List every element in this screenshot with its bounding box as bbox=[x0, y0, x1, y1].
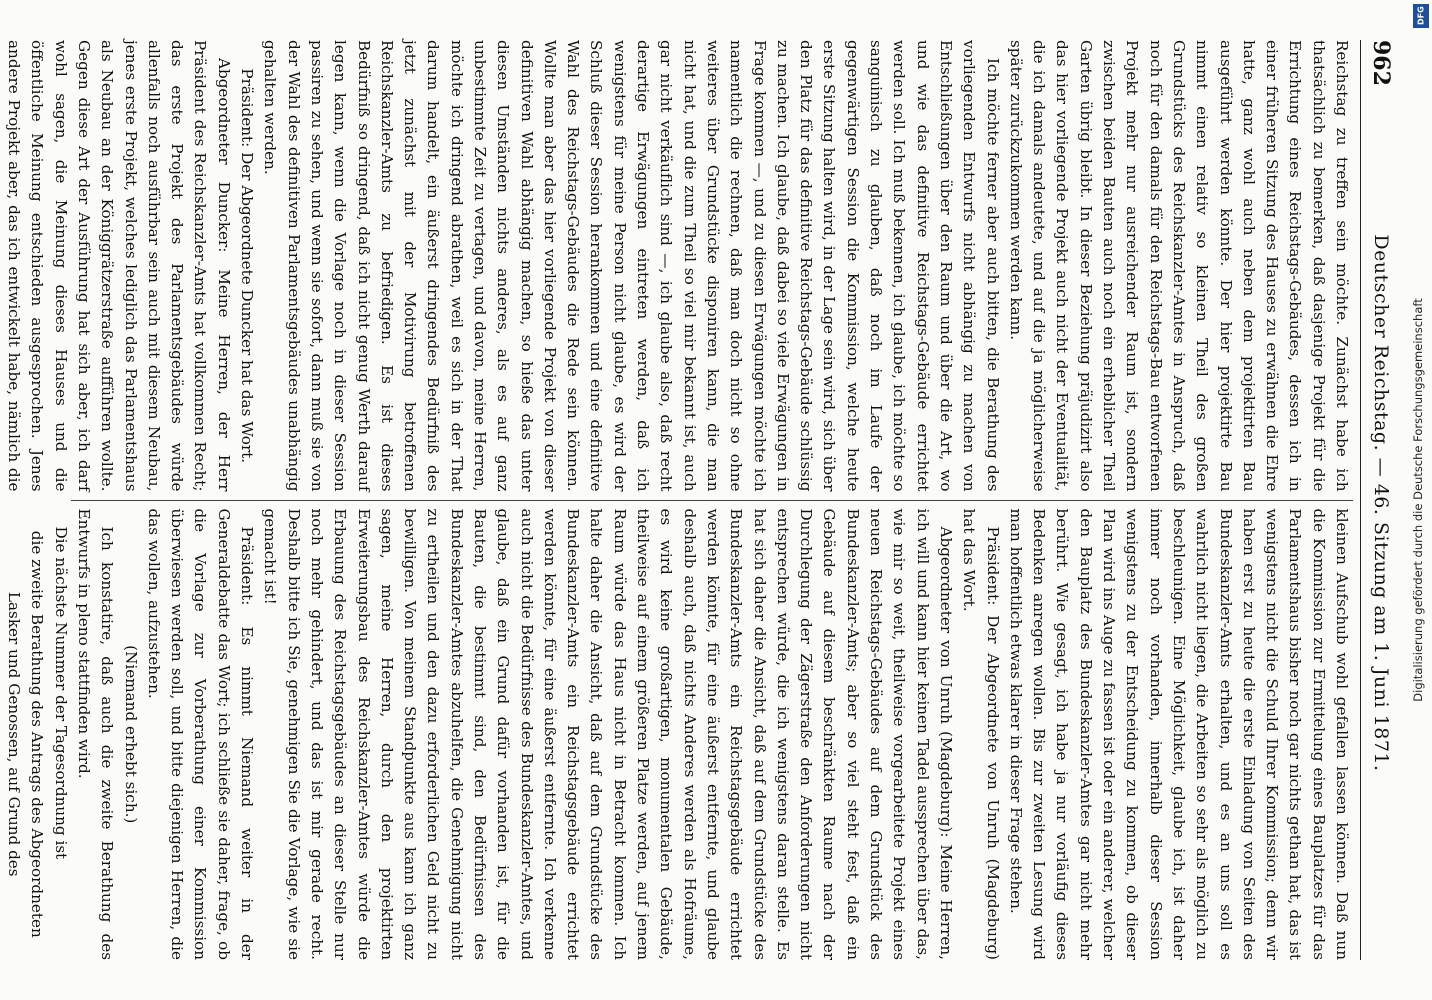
speech-paragraph: Abgeordneter Duncker: Meine Herren, der Herr Präsident des Reichskanzler-Amts hat vollkommen Recht; das erste Projekt des Parlamentsgebäudes würde allenfalls noch ausführbar sein auch mit diesem Neubau, jenes erste Projekt, welches lediglich das Parlamentshaus als Neubau an der Königgrätzerstraße aufführen wollte. Gegen diese Art der Ausführung hat sich aber, ich darf wohl sagen, die Meinung dieses Hauses und die öffentliche Meinung entschieden ausgesprochen. Jenes andere Projekt aber, das ich entwickelt habe, nämlich die bbox=[5, 40, 233, 492]
right-column bbox=[5, 501, 1353, 961]
text-columns bbox=[5, 40, 1353, 960]
interjection: (Niemand erhebt sich.) bbox=[121, 645, 140, 824]
paragraph: Ich konstatire, daß auch die zweite Berathung des Entwurfs in pleno stattfinden wird. bbox=[74, 508, 117, 960]
page-number: 962 bbox=[1368, 40, 1394, 86]
speech-paragraph: Abgeordneter von Unruh (Magdeburg): Meine Herren, ich will und kann hier keinen Tadel aussprechen über das, wie mir so weit, theilweise vorgearbeitete Projekt eines neuen Reichstags-Gebäudes auf dem Grundstück des Bundeskanzler-Amts; aber so viel steht fest, daß ein Gebäude auf diesem beschränkten Raume nach der Durchlegung der Zägerstraße den Anforderungen nicht entsprechen würde, die ich wenigstens daran stelle. Es hat sich daher die Ansicht, daß auf dem Grundstücke des Bundeskanzler-Amts ein Reichstagsgebäude errichtet werden könnte, für eine äußerst entfernte, und glaube deshalb auch, daß nichts Anderes werden als Hofräume, es wird keine großartigen, monumentalen Gebäude, theilweise auf einem größeren Platze werden, auf jenem Raum würde das Haus nicht in Betracht kommen. Ich halte daher die Ansicht, daß auf dem Grundstücke des Bundeskanzler-Amts ein Reichstagsgebäude errichtet werden könnte, für eine äußerst entfernte. Ich verkenne auch nicht die Bedürfnisse des Bundeskanzler-Amtes, und glaube, daß ein Grund dafür vorhanden ist, für die Bauten, die bestimmt sind, den Bedürfnissen des Bundeskanzler-Amtes abzuhelfen, die Genehmigung nicht zu ertheilen und den dazu erforderlichen Geld nicht zu bewilligen. Von meinem Standpunkte aus kann ich ganz sagen, meine Herren, durch den projektirten Erweiterungsbau des Reichskanzler-Amtes würde die Erbauung des Reichstagsgebäudes an dieser Stelle nur noch mehr gehindert, und das ist mir gerade recht. Deshalb bitte ich Sie, genehmigen Sie die Vorlage, wie sie gemacht ist! bbox=[261, 508, 955, 960]
paragraph: Ich möchte ferner aber auch bitten, die Berathung des vorliegenden Entwurfs nicht abhängig zu machen von Entschließungen über den Raum und über die Art, wo und wie das definitive Reichstags-Gebäude errichtet werden soll. Ich muß bekennen, ich glaube, ich möchte so sanguinisch zu glauben, daß noch im Laufe der gegenwärtigen Session die Kommission, welche heute erste Sitzung halten wird, in der Lage sein wird, sich über den Platz für das definitive Reichstags-Gebäude schlüssig zu machen. Ich glaube, daß dabei so viele Erwägungen in Frage kommen —, und zu diesen Erwägungen möchte ich namentlich die rechnen, daß man doch nicht so ohne weiteres über Grundstücke disponiren kann, die man nicht hat, und die zum Theil so viel mir bekannt ist, auch gar nicht verkäuflich sind —, ich glaube also, daß recht derartige Erwägungen eintreten werden, daß ich wenigstens für meine Person nicht glaube, es wird der Schluß dieser Session herankommen und eine definitive Wahl des Reichstags-Gebäudes die Rede sein können. Wollte man aber das hier vorliegende Projekt von dieser definitiven Wahl abhängig machen, so hieße das unter diesen Umständen nichts anderes, als es auf ganz unbestimmte Zeit zu vertagen, und davon, meine Herren, möchte ich dringend abrathen, weil es sich in der That darum handelt, ein äußerst dringendes Bedürfniß des jetzt zunächst mit der Motivirung betroffenen Reichskanzler-Amts zu befriedigen. Es ist dieses Bedürfniß so dringend, daß ich nicht genug Werth darauf legen kann, wenn die Vorlage noch in dieser Session passiren zu sehen, und wenn sie sofort, dann muß sie von der Wahl des definitiven Parlamentsgebäudes unabhängig gehalten werden. bbox=[261, 40, 1002, 492]
paragraph: Die nächste Nummer der Tagesordnung ist bbox=[51, 526, 70, 860]
dfg-logo: DFG bbox=[1413, 4, 1429, 28]
speaker-paragraph: Präsident: Der Abgeordnete Duncker hat das Wort. bbox=[238, 68, 257, 464]
dfg-stamp bbox=[1410, 0, 1432, 1000]
page-title: Deutscher Reichstag. — 46. Sitzung am 1. Juni 1871. bbox=[1370, 234, 1392, 772]
paragraph: Reichstag zu treffen sein möchte. Zunächst habe ich thatsächlich zu bemerken, daß dasjenige Projekt für die Errichtung eines Reichstags-Gebäudes, dessen ich in einer früheren Sitzung des Hauses zu erwähnen die Ehre hatte, ganz wohl auch neben dem projektirten Bau ausgeführt werden könnte. Der hier projektirte Bau nimmt einen relativ so kleinen Theil des großen Grundstücks des Reichskanzler-Amtes in Anspruch, daß noch für den damals für den Reichstags-Bau entworfenen Projekt mehr nur ausreichender Raum ist, sondern zwischen beiden Bauten auch noch ein erheblicher Theil Garten übrig bleibt. In dieser Beziehung präjudizirt also das hier vorliegende Projekt auch nicht der Eventualität, die ich damals andeutete, und auf die ja möglicherweise später zurückzukommen werden kann. bbox=[1006, 40, 1351, 492]
speech-paragraph: Präsident: Es nimmt Niemand weiter in der Generaldebatte das Wort; ich schließe sie daher, frage, ob die Vorlage zur Vorberathung einer Kommission überwiesen werden soll, und bitte diejenigen Herren, die das wollen, aufzustehen. bbox=[144, 508, 257, 960]
left-column bbox=[5, 40, 1353, 501]
page-header bbox=[1360, 40, 1401, 960]
digitization-credit: Digitalisierung gefördert durch die Deutsche Forschungsgemeinschaft bbox=[1411, 298, 1425, 702]
paragraph: kleinen Aufschub wohl gefallen lassen können. Daß nun die Kommission zur Ermittelung eines Bauplatzes für das Parlamentshaus bisher noch gar nichts gethan hat, das ist wenigstens nicht die Schuld Ihrer Kommission; denn wir haben erst zu heute die erste Einladung von Seiten des Bundeskanzler-Amts erhalten, und es an uns soll es wahrlich nicht liegen, die Arbeiten so sehr als möglich zu beschleunigen. Eine Möglichkeit, glaube ich, ist daher immer noch vorhanden, innerhalb dieser Session wenigstens zu der Entscheidung zu kommen, ob dieser Plan wird ins Auge zu fassen ist oder ein anderer, welcher den Bauplatz des Bundeskanzler-Amtes gar nicht mehr berührt. Wie gesagt, ich habe ja nur vorläufig dieses Bedenken anregen wollen. Bis zur zweiten Lesung wird man hoffentlich etwas klarer in dieser Frage stehen. bbox=[1006, 508, 1351, 960]
speaker-paragraph: Präsident: Der Abgeordnete von Unruh (Magdeburg) hat das Wort. bbox=[960, 508, 1002, 960]
agenda-item: die zweite Berathung des Antrags des Abgeordneten Lasker und Genossen, auf Grund des bbox=[5, 530, 47, 938]
document-page bbox=[5, 40, 1401, 960]
